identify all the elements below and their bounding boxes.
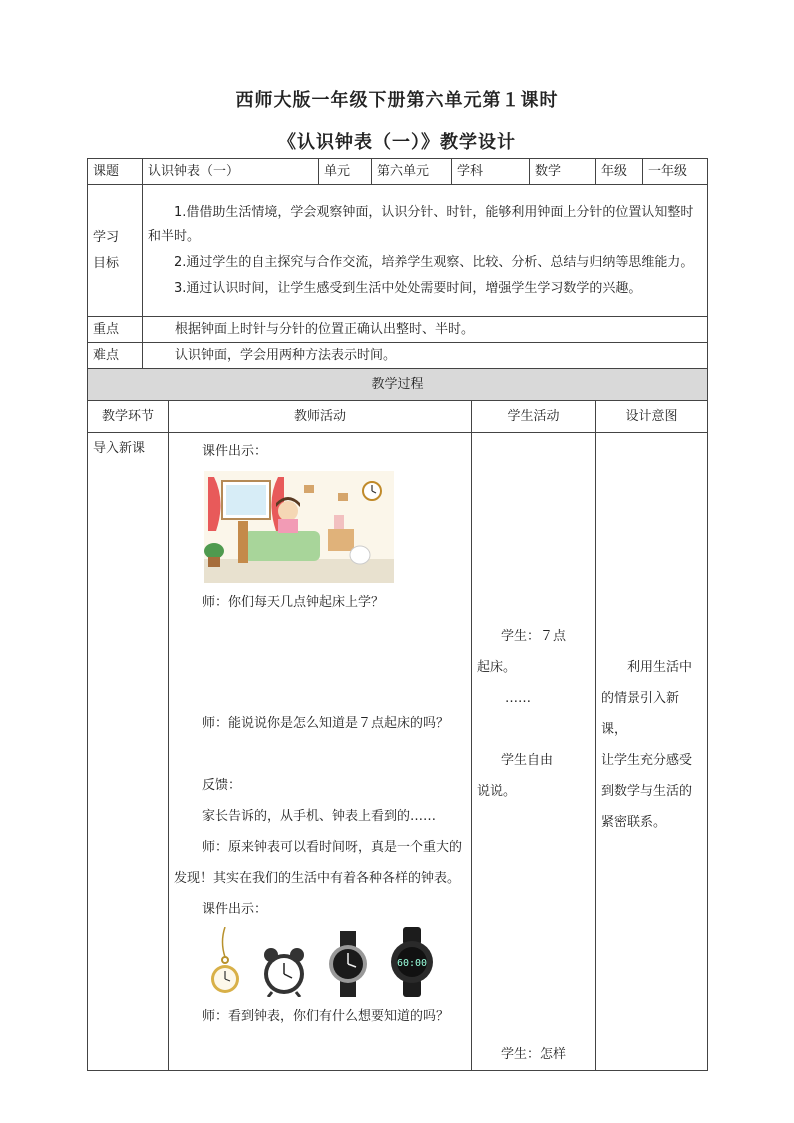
unit-value: 第六单元 [372, 159, 452, 185]
student-line: 学生：７点 [501, 629, 567, 644]
col-header: 设计意图 [596, 401, 708, 433]
key-point-label: 重点 [88, 317, 143, 343]
intent-line: 紧密联系。 [601, 815, 667, 830]
teacher-activity [169, 433, 472, 1071]
difficulty-row [88, 343, 708, 369]
analog-wristwatch-icon [328, 931, 368, 997]
teacher-line: 师：能说说你是怎么知道是７点起床的吗？ [202, 716, 450, 731]
student-line: 学生自由 [501, 753, 554, 768]
alarm-clock-icon [262, 947, 306, 997]
process-header: 教学过程 [88, 369, 708, 401]
teacher-line: 课件出示： [202, 444, 268, 459]
intro-section-row [88, 433, 708, 1071]
col-header: 教学环节 [88, 401, 169, 433]
goal-item: 2.通过学生的自主探究与合作交流，培养学生观察、比较、分析、总结与归纳等思维能力。 [174, 254, 694, 270]
topic-label: 课题 [88, 159, 143, 185]
intent-line: 到数学与生活的 [601, 784, 693, 799]
key-point-text: 根据钟面上时针与分针的位置正确认出整时、半时。 [143, 317, 708, 343]
goals-label: 学习 目标 [88, 185, 143, 317]
page-subtitle: 《认识钟表（一）》教学设计 [278, 132, 516, 153]
design-intent [596, 433, 708, 1071]
goals-content [143, 185, 708, 317]
page-title: 西师大版一年级下册第六单元第１课时 [235, 90, 559, 111]
topic-value: 认识钟表（一） [143, 159, 319, 185]
teacher-line: 家长告诉的，从手机、钟表上看到的…… [202, 809, 437, 824]
difficulty-label: 难点 [88, 343, 143, 369]
digital-watch-display: 60:00 [396, 958, 428, 969]
teacher-line: 师：原来钟表可以看时间呀，真是一个重大的 [202, 840, 463, 855]
intent-line: 的情景引入新课， [601, 691, 680, 737]
intent-line: 让学生充分感受 [601, 753, 693, 768]
grade-value: 一年级 [643, 159, 708, 185]
unit-label: 单元 [319, 159, 372, 185]
subject-value: 数学 [530, 159, 596, 185]
clocks-row [210, 927, 466, 997]
section-name: 导入新课 [88, 433, 169, 1071]
digital-watch-icon [390, 927, 434, 997]
lesson-plan-table [87, 158, 708, 1071]
col-header: 教师活动 [169, 401, 472, 433]
goals-row [88, 185, 708, 317]
teacher-line: 发现！其实在我们的生活中有着各种各样的钟表。 [174, 871, 461, 886]
goal-item: 3.通过认识时间，让学生感受到生活中处处需要时间，增强学生学习数学的兴趣。 [174, 280, 642, 296]
col-header: 学生活动 [472, 401, 596, 433]
student-line: 说说。 [477, 784, 517, 799]
student-line: 起床。 [477, 660, 517, 675]
info-row [88, 159, 708, 185]
student-line: 学生：怎样 [501, 1047, 567, 1062]
student-activity [472, 433, 596, 1071]
column-header-row [88, 401, 708, 433]
bedroom-illustration [204, 471, 394, 583]
subject-label: 学科 [452, 159, 530, 185]
process-header-row [88, 369, 708, 401]
teacher-line: 师：看到钟表，你们有什么想要知道的吗？ [202, 1009, 450, 1024]
difficulty-text: 认识钟面，学会用两种方法表示时间。 [143, 343, 708, 369]
key-point-row [88, 317, 708, 343]
teacher-line: 反馈： [202, 778, 242, 793]
grade-label: 年级 [596, 159, 643, 185]
teacher-line: 课件出示： [202, 902, 268, 917]
goal-item: 1.借借助生活情境，学会观察钟面，认识分针、时针，能够利用钟面上分针的位置认知整时和半时。 [148, 204, 694, 244]
intent-line: 利用生活中 [627, 660, 693, 675]
pocket-watch-icon [210, 927, 240, 997]
teacher-line: 师：你们每天几点钟起床上学？ [202, 595, 385, 610]
student-line: …… [505, 691, 532, 706]
